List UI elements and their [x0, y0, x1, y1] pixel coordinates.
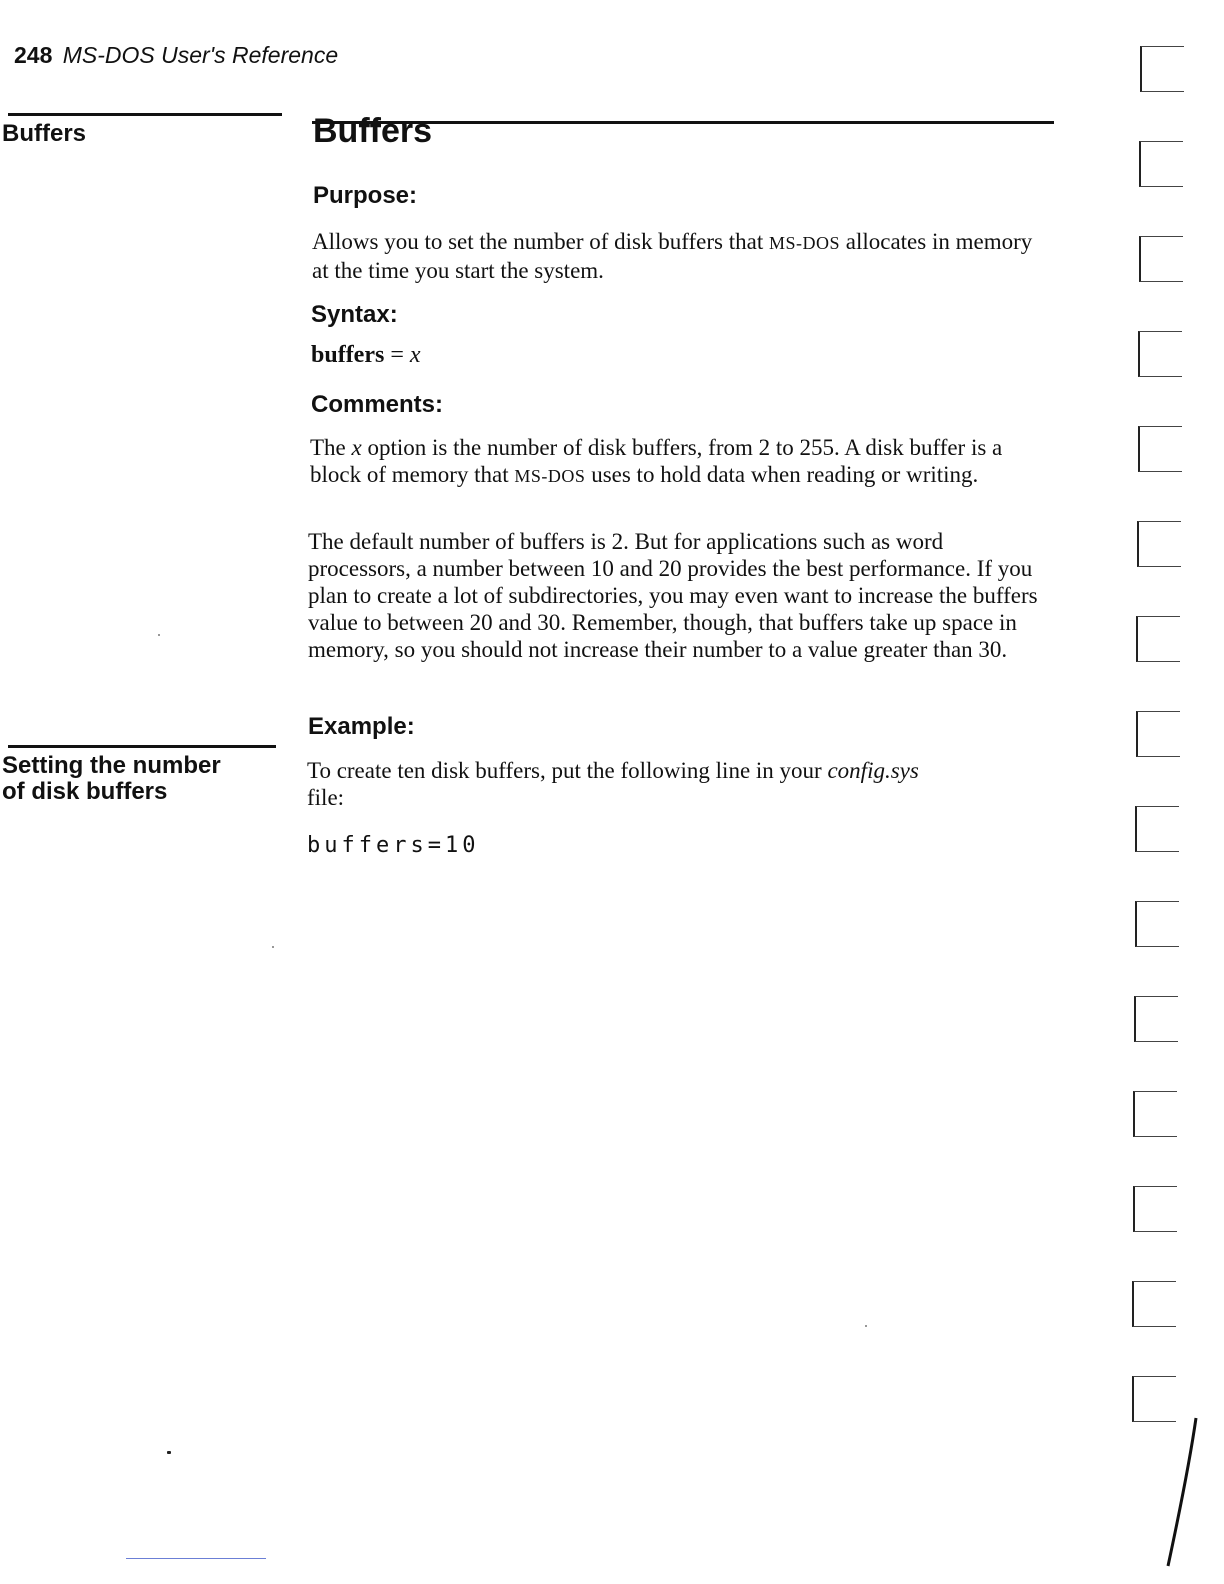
- example-text: To create ten disk buffers, put the following line in your config.sys file:: [307, 758, 919, 810]
- thumb-tab: [1135, 901, 1179, 947]
- scan-speck: [158, 634, 160, 636]
- syntax-param: x: [409, 342, 421, 368]
- thumb-tab: [1140, 46, 1184, 92]
- thumb-tab: [1137, 521, 1181, 567]
- purpose-heading: Purpose:: [313, 182, 418, 209]
- thumb-tab: [1135, 806, 1179, 852]
- config-sys-filename: config.sys: [827, 758, 919, 783]
- scan-speck: [272, 946, 274, 948]
- purpose-text: Allows you to set the number of disk buffers that MS-DOS allocates in memory at the time you start the system.: [312, 229, 1033, 283]
- sidebar-head-setting-line2: of disk buffers: [2, 778, 168, 805]
- example-heading: Example:: [308, 713, 415, 740]
- running-header: [14, 42, 338, 69]
- syntax-command: buffers: [311, 342, 385, 368]
- scan-speck: [865, 1325, 867, 1327]
- page-number: 248: [14, 42, 53, 68]
- thumb-tab: [1138, 426, 1182, 472]
- comments-paragraph-1: The x option is the number of disk buffers, from 2 to 255. A disk buffer is a block of memory that MS-DOS uses to hold data when reading or writing.: [310, 435, 1003, 487]
- scan-speck: [167, 1451, 171, 1454]
- sidebar-head-setting: [2, 753, 221, 805]
- syntax-heading: Syntax:: [311, 301, 398, 328]
- thumb-tab: [1138, 331, 1182, 377]
- thumb-tab: [1139, 236, 1183, 282]
- page-title: Buffers: [313, 112, 433, 150]
- comments-heading: Comments:: [311, 391, 444, 418]
- ms-dos-smallcaps: MS-DOS: [768, 233, 840, 253]
- comments-paragraph-2: The default number of buffers is 2. But for applications such as word processors, a number between 10 and 20 provides the best performance. If you plan to create a lot of subdirectories, you may even want to increase the buffers value to between 20 and 30. Remember, though, that buffers take up space in memory, so you should not increase their number to a value greater than 30.: [308, 529, 1038, 662]
- sidebar-rule-top: [8, 113, 282, 116]
- sidebar-rule-bottom: [8, 745, 276, 748]
- book-title: MS-DOS User's Reference: [62, 42, 339, 68]
- thumb-tab: [1136, 616, 1180, 662]
- thumb-tab: [1134, 996, 1178, 1042]
- bottom-faint-line: [126, 1558, 266, 1559]
- syntax-line: buffers = x: [311, 342, 421, 368]
- thumb-tab: [1132, 1281, 1176, 1327]
- sidebar-head-setting-line1: Setting the number: [2, 752, 221, 779]
- margin-pen-stroke: [1162, 1400, 1202, 1580]
- thumb-tab: [1133, 1186, 1177, 1232]
- example-code: buffers=10: [307, 833, 480, 858]
- thumb-tab: [1139, 141, 1183, 187]
- thumb-tab: [1136, 711, 1180, 757]
- sidebar-head-buffers: Buffers: [2, 120, 87, 147]
- thumb-tab: [1133, 1091, 1177, 1137]
